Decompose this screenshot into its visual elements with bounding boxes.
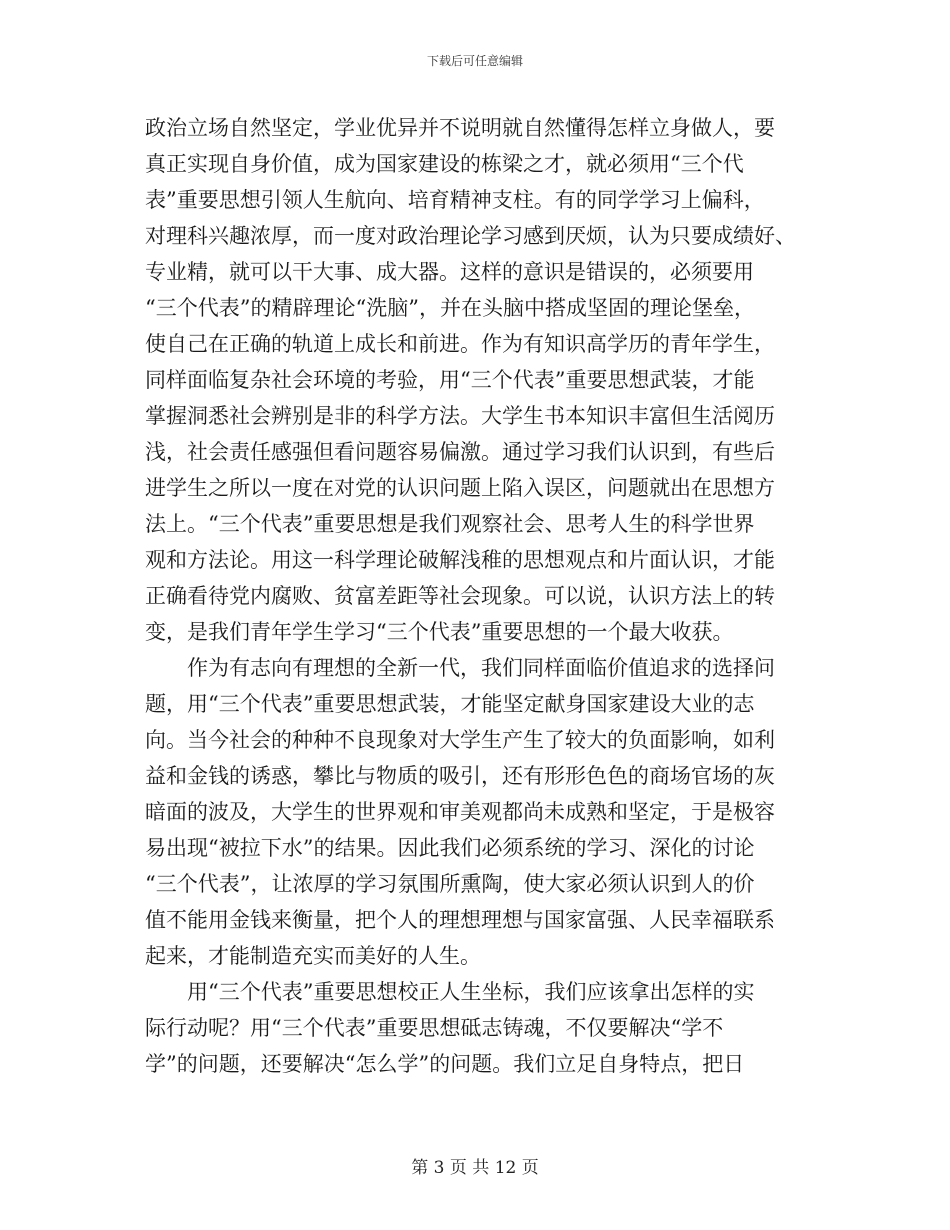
paragraph-start-line: 作为有志向有理想的全新一代，我们同样面临价值追求的选择问	[187, 656, 775, 680]
text-line: 题，用“三个代表”重要思想武装，才能坚定献身国家建设大业的志	[145, 692, 755, 716]
paragraph-start-line: 用“三个代表”重要思想校正人生坐标，我们应该拿出怎样的实	[187, 980, 755, 1004]
text-line: 掌握洞悉社会辨别是非的科学方法。大学生书本知识丰富但生活阅历	[145, 404, 775, 428]
text-line: 学”的问题，还要解决“怎么学”的问题。我们立足自身特点，把日	[145, 1052, 745, 1076]
text-line: 益和金钱的诱惑，攀比与物质的吸引，还有形形色色的商场官场的灰	[145, 764, 775, 788]
text-line: 使自己在正确的轨道上成长和前进。作为有知识高学历的青年学生，	[145, 332, 775, 356]
document-body	[145, 110, 795, 1082]
text-line: 进学生之所以一度在对党的认识问题上陷入误区，问题就出在思想方	[145, 476, 775, 500]
text-line: 易出现“被拉下水”的结果。因此我们必须系统的学习、深化的讨论	[145, 836, 755, 860]
text-line: 起来，才能制造充实而美好的人生。	[145, 944, 481, 968]
text-line: 真正实现自身价值，成为国家建设的栋梁之才，就必须用“三个代	[145, 152, 744, 176]
text-line: 表”重要思想引领人生航向、培育精神支柱。有的同学学习上偏科，	[145, 188, 765, 212]
text-line: 同样面临复杂社会环境的考验，用“三个代表”重要思想武装，才能	[145, 368, 755, 392]
text-line: 际行动呢？用“三个代表”重要思想砥志铸魂，不仅要解决“学不	[145, 1016, 724, 1040]
text-line: 观和方法论。用这一科学理论破解浅稚的思想观点和片面认识，才能	[145, 548, 775, 572]
page-header: 下载后可任意编辑	[426, 54, 523, 68]
text-line: 暗面的波及，大学生的世界观和审美观都尚未成熟和坚定，于是极容	[145, 800, 775, 824]
page-footer: 第 3 页 共 12 页	[411, 1158, 539, 1178]
text-line: 对理科兴趣浓厚，而一度对政治理论学习感到厌烦，认为只要成绩好、	[145, 224, 796, 248]
text-line: “三个代表”的精辟理论“洗脑”，并在头脑中搭成坚固的理论堡垒，	[145, 296, 755, 320]
text-line: “三个代表”，让浓厚的学习氛围所熏陶，使大家必须认识到人的价	[145, 872, 755, 896]
text-line: 专业精，就可以干大事、成大器。这样的意识是错误的，必须要用	[145, 260, 754, 284]
text-line: 向。当今社会的种种不良现象对大学生产生了较大的负面影响，如利	[145, 728, 775, 752]
text-line: 正确看待党内腐败、贫富差距等社会现象。可以说，认识方法上的转	[145, 584, 775, 608]
text-line: 法上。“三个代表”重要思想是我们观察社会、思考人生的科学世界	[145, 512, 755, 536]
text-line: 政治立场自然坚定，学业优异并不说明就自然懂得怎样立身做人，要	[145, 116, 775, 140]
text-line: 浅，社会责任感强但看问题容易偏激。通过学习我们认识到，有些后	[145, 440, 775, 464]
text-line: 变，是我们青年学生学习“三个代表”重要思想的一个最大收获。	[145, 620, 734, 644]
text-line: 值不能用金钱来衡量，把个人的理想理想与国家富强、人民幸福联系	[145, 908, 775, 932]
